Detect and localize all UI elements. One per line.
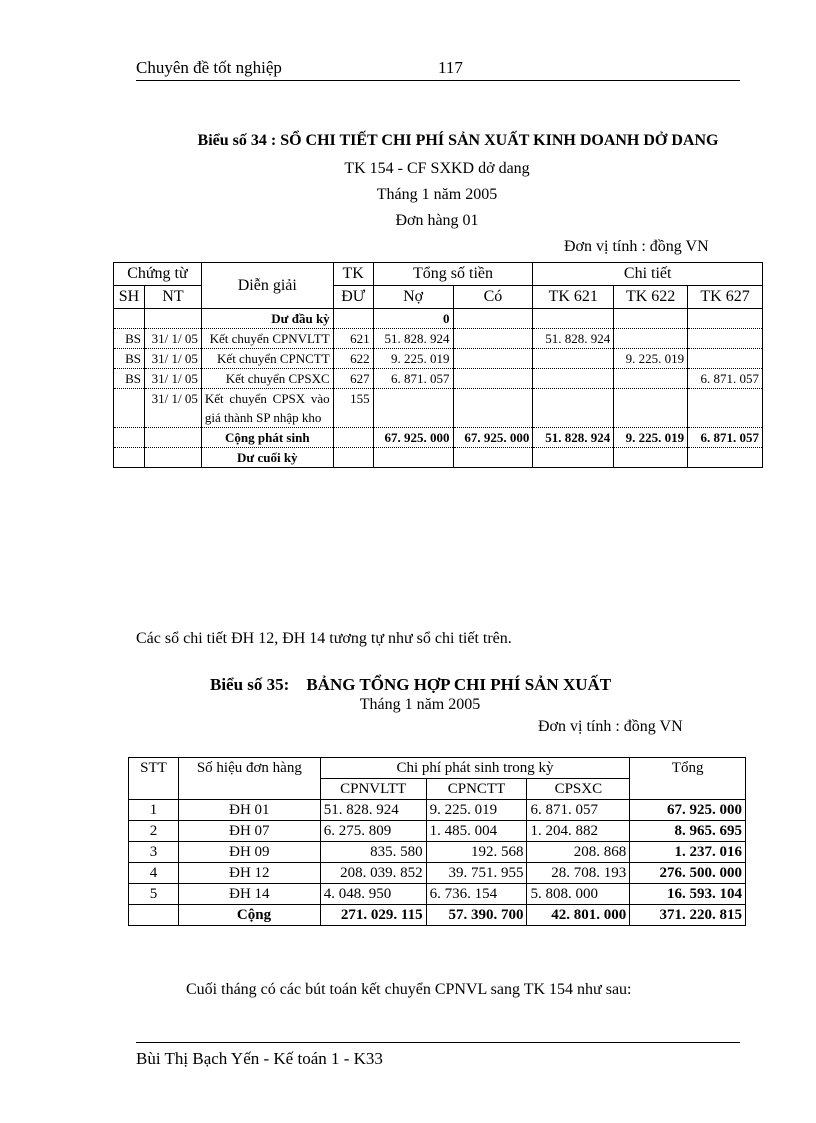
cell-c2 [614, 329, 688, 349]
cell-no: 6. 871. 057 [373, 369, 453, 389]
col-nt: NT [144, 286, 201, 309]
cell-tk: 622 [333, 349, 373, 369]
cell-c1: 6. 275. 809 [320, 821, 426, 842]
cell-stt: 3 [129, 842, 179, 863]
total-c1: 271. 029. 115 [320, 905, 426, 926]
cell-tong: 16. 593. 104 [630, 884, 746, 905]
table-row [114, 329, 763, 349]
cell-c1: 51. 828. 924 [533, 329, 614, 349]
table-row [114, 448, 763, 468]
cell-co [453, 369, 533, 389]
col-cpnctt: CPNCTT [426, 779, 527, 800]
col-tk: TK [333, 263, 373, 286]
cell-no: 51. 828. 924 [373, 329, 453, 349]
table-row [129, 800, 746, 821]
table-row [129, 821, 746, 842]
cell-nt: 31/ 1/ 05 [144, 329, 201, 349]
cell-tk: 627 [333, 369, 373, 389]
cell-c1: 835. 580 [320, 842, 426, 863]
col-cpnvltt: CPNVLTT [320, 779, 426, 800]
table-row-total [114, 428, 763, 448]
cell-dh: ĐH 14 [178, 884, 320, 905]
cell-dh: ĐH 09 [178, 842, 320, 863]
col-cpsxc: CPSXC [527, 779, 630, 800]
cell-tk [333, 309, 373, 329]
cell-co [453, 349, 533, 369]
cell-tong: 8. 965. 695 [630, 821, 746, 842]
cell-c2: 192. 568 [426, 842, 527, 863]
table34-subtitle: TK 154 - CF SXKD dở dang [344, 160, 530, 177]
cell-c2: 9. 225. 019 [614, 428, 688, 448]
cell-c2 [614, 448, 688, 468]
cell-sh [114, 389, 145, 428]
cell-dg: Kết chuyển CPSXC [201, 369, 333, 389]
cell-co [453, 309, 533, 329]
cell-dg: Kết chuyển CPSX vào giá thành SP nhập kho [201, 389, 333, 428]
table-row [114, 369, 763, 389]
cell-sh: BS [114, 369, 145, 389]
cell-c2: 39. 751. 955 [426, 863, 527, 884]
cell-co [453, 389, 533, 428]
cell-c3 [688, 448, 763, 468]
cell-tong: 276. 500. 000 [630, 863, 746, 884]
cell-co [453, 448, 533, 468]
total-tong: 371. 220. 815 [630, 905, 746, 926]
col-chitiet: Chi tiết [533, 263, 763, 286]
cell-dg: Kết chuyển CPNCTT [201, 349, 333, 369]
page-header [136, 58, 740, 81]
note-text: Các sổ chi tiết ĐH 12, ĐH 14 tương tự như sổ chi tiết trên. [136, 630, 512, 647]
cell-c1: 51. 828. 924 [320, 800, 426, 821]
col-sohieu: Số hiệu đơn hàng [178, 758, 320, 800]
cell-c1: 4. 048. 950 [320, 884, 426, 905]
table-row [114, 309, 763, 329]
cell-stt [129, 905, 179, 926]
col-co: Có [453, 286, 533, 309]
cell-c2 [614, 369, 688, 389]
cell-c1 [533, 448, 614, 468]
col-du: ĐƯ [333, 286, 373, 309]
cell-c3: 28. 708. 193 [527, 863, 630, 884]
table34-order: Đơn hàng 01 [395, 212, 479, 229]
closing-text: Cuối tháng có các bút toán kết chuyển CPNVL sang TK 154 như sau: [186, 981, 632, 998]
header-title: Chuyên đề tốt nghiệp [136, 58, 282, 77]
cell-c3 [688, 329, 763, 349]
table35-title: Biểu số 35: BẢNG TỔNG HỢP CHI PHÍ SẢN XUẤT [210, 675, 612, 694]
table-row [129, 863, 746, 884]
col-sh: SH [114, 286, 145, 309]
cell-tk [333, 448, 373, 468]
cell-dg: Dư đầu kỳ [201, 309, 333, 329]
table-row [129, 842, 746, 863]
cell-c3: 6. 871. 057 [688, 428, 763, 448]
cell-dg: Dư cuối kỳ [201, 448, 333, 468]
cell-sh: BS [114, 349, 145, 369]
ledger-table [113, 262, 763, 468]
cell-c1 [533, 369, 614, 389]
table34-period: Tháng 1 năm 2005 [376, 186, 498, 203]
cell-stt: 4 [129, 863, 179, 884]
cell-sh: BS [114, 329, 145, 349]
cell-stt: 2 [129, 821, 179, 842]
cell-c3: 1. 204. 882 [527, 821, 630, 842]
cell-c2 [614, 389, 688, 428]
col-tong: Tổng số tiền [373, 263, 533, 286]
cell-dg: Cộng phát sinh [201, 428, 333, 448]
cell-tong: 67. 925. 000 [630, 800, 746, 821]
col-cpps: Chi phí phát sinh trong kỳ [320, 758, 630, 779]
cell-c3: 5. 808. 000 [527, 884, 630, 905]
cell-c2: 1. 485. 004 [426, 821, 527, 842]
cell-dh: ĐH 12 [178, 863, 320, 884]
cell-c3 [688, 349, 763, 369]
cell-stt: 1 [129, 800, 179, 821]
cell-c2: 6. 736. 154 [426, 884, 527, 905]
col-stt: STT [129, 758, 179, 800]
cell-dh: ĐH 07 [178, 821, 320, 842]
col-tk621: TK 621 [533, 286, 614, 309]
cell-tong: 1. 237. 016 [630, 842, 746, 863]
cell-no: 67. 925. 000 [373, 428, 453, 448]
cell-nt: 31/ 1/ 05 [144, 369, 201, 389]
cell-no [373, 448, 453, 468]
cell-no: 9. 225. 019 [373, 349, 453, 369]
cell-sh [114, 309, 145, 329]
table-row [114, 349, 763, 369]
cell-c3 [688, 389, 763, 428]
cell-c2: 9. 225. 019 [614, 349, 688, 369]
total-c2: 57. 390. 700 [426, 905, 527, 926]
cell-nt: 31/ 1/ 05 [144, 349, 201, 369]
cell-dg: Kết chuyển CPNVLTT [201, 329, 333, 349]
table-row-total [129, 905, 746, 926]
cell-c1 [533, 309, 614, 329]
cell-nt [144, 428, 201, 448]
cell-c2 [614, 309, 688, 329]
cell-c2: 9. 225. 019 [426, 800, 527, 821]
col-diengiai: Diễn giải [201, 263, 333, 309]
col-no: Nợ [373, 286, 453, 309]
cell-c1: 208. 039. 852 [320, 863, 426, 884]
col-chungtu: Chứng từ [114, 263, 202, 286]
cell-co: 67. 925. 000 [453, 428, 533, 448]
cell-nt: 31/ 1/ 05 [144, 389, 201, 428]
cell-c3 [688, 309, 763, 329]
cell-sh [114, 448, 145, 468]
cell-sh [114, 428, 145, 448]
cell-nt [144, 309, 201, 329]
table35-unit: Đơn vị tính : đồng VN [538, 718, 683, 735]
cell-stt: 5 [129, 884, 179, 905]
table34-unit: Đơn vị tính : đồng VN [564, 238, 709, 255]
table-row [129, 884, 746, 905]
cell-no [373, 389, 453, 428]
col-tong: Tổng [630, 758, 746, 800]
cell-c3: 6. 871. 057 [527, 800, 630, 821]
cell-co [453, 329, 533, 349]
cell-c1 [533, 349, 614, 369]
cell-c1 [533, 389, 614, 428]
cell-dh: ĐH 01 [178, 800, 320, 821]
cell-c3: 208. 868 [527, 842, 630, 863]
cell-tk [333, 428, 373, 448]
page-number: 117 [438, 58, 463, 77]
table34-title: Biểu số 34 : SỔ CHI TIẾT CHI PHÍ SẢN XUẤT KINH DOANH DỞ DANG [197, 132, 719, 149]
cell-tk: 155 [333, 389, 373, 428]
cell-c1: 51. 828. 924 [533, 428, 614, 448]
total-c3: 42. 801. 000 [527, 905, 630, 926]
cell-c3: 6. 871. 057 [688, 369, 763, 389]
table-row [114, 389, 763, 428]
table35-period: Tháng 1 năm 2005 [359, 696, 481, 713]
col-tk627: TK 627 [688, 286, 763, 309]
cell-nt [144, 448, 201, 468]
total-label: Cộng [178, 905, 320, 926]
cell-tk: 621 [333, 329, 373, 349]
summary-table [128, 757, 746, 926]
page-footer: Bùi Thị Bạch Yến - Kế toán 1 - K33 [136, 1042, 740, 1069]
cell-no: 0 [373, 309, 453, 329]
col-tk622: TK 622 [614, 286, 688, 309]
